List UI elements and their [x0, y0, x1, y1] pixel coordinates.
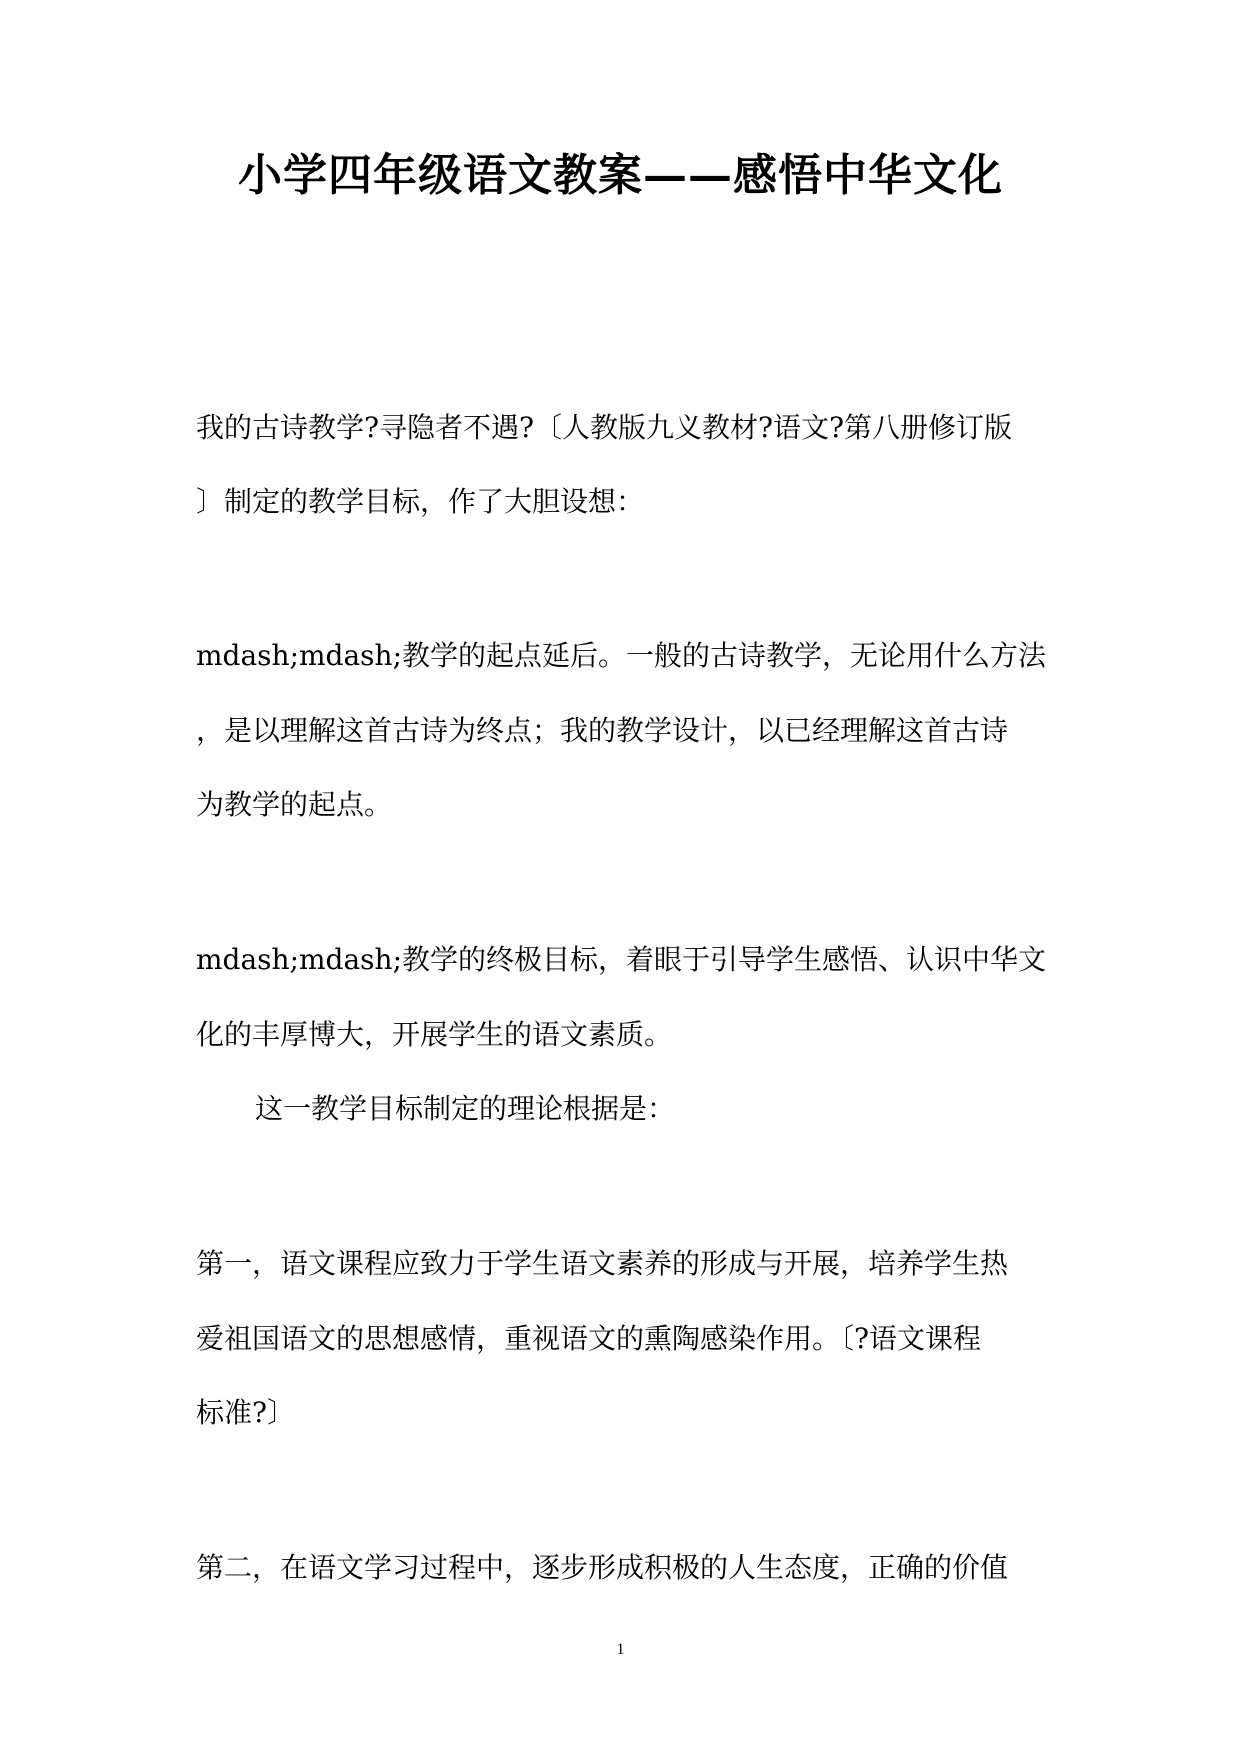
paragraph-line: mdash;mdash;教学的终极目标，着眼于引导学生感悟、认识中华文: [196, 943, 1047, 976]
paragraph-line: ，是以理解这首古诗为终点；我的教学设计，以已经理解这首古诗: [196, 714, 1009, 747]
paragraph-line: 标准?〕: [196, 1396, 296, 1429]
paragraph-line: 第一，语文课程应致力于学生语文素养的形成与开展，培养学生热: [196, 1247, 1009, 1280]
page-number: 1: [616, 1641, 625, 1658]
paragraph-line: 第二，在语文学习过程中，逐步形成积极的人生态度，正确的价值: [196, 1551, 1009, 1584]
paragraph-line: 这一教学目标制定的理论根据是：: [255, 1092, 676, 1125]
paragraph-line: 爱祖国语文的思想感情，重视语文的熏陶感染作用。〔?语文课程: [196, 1322, 982, 1355]
document-title: 小学四年级语文教案——感悟中华文化: [238, 150, 1003, 201]
paragraph-line: 〕制定的教学目标，作了大胆设想：: [196, 485, 645, 518]
paragraph-line: 为教学的起点。: [196, 788, 393, 821]
paragraph-line: 我的古诗教学?寻隐者不遇?〔人教版九义教材?语文?第八册修订版: [196, 411, 1013, 444]
paragraph-line: 化的丰厚博大，开展学生的语文素质。: [196, 1018, 673, 1051]
paragraph-line: mdash;mdash;教学的起点延后。一般的古诗教学，无论用什么方法: [196, 639, 1047, 672]
